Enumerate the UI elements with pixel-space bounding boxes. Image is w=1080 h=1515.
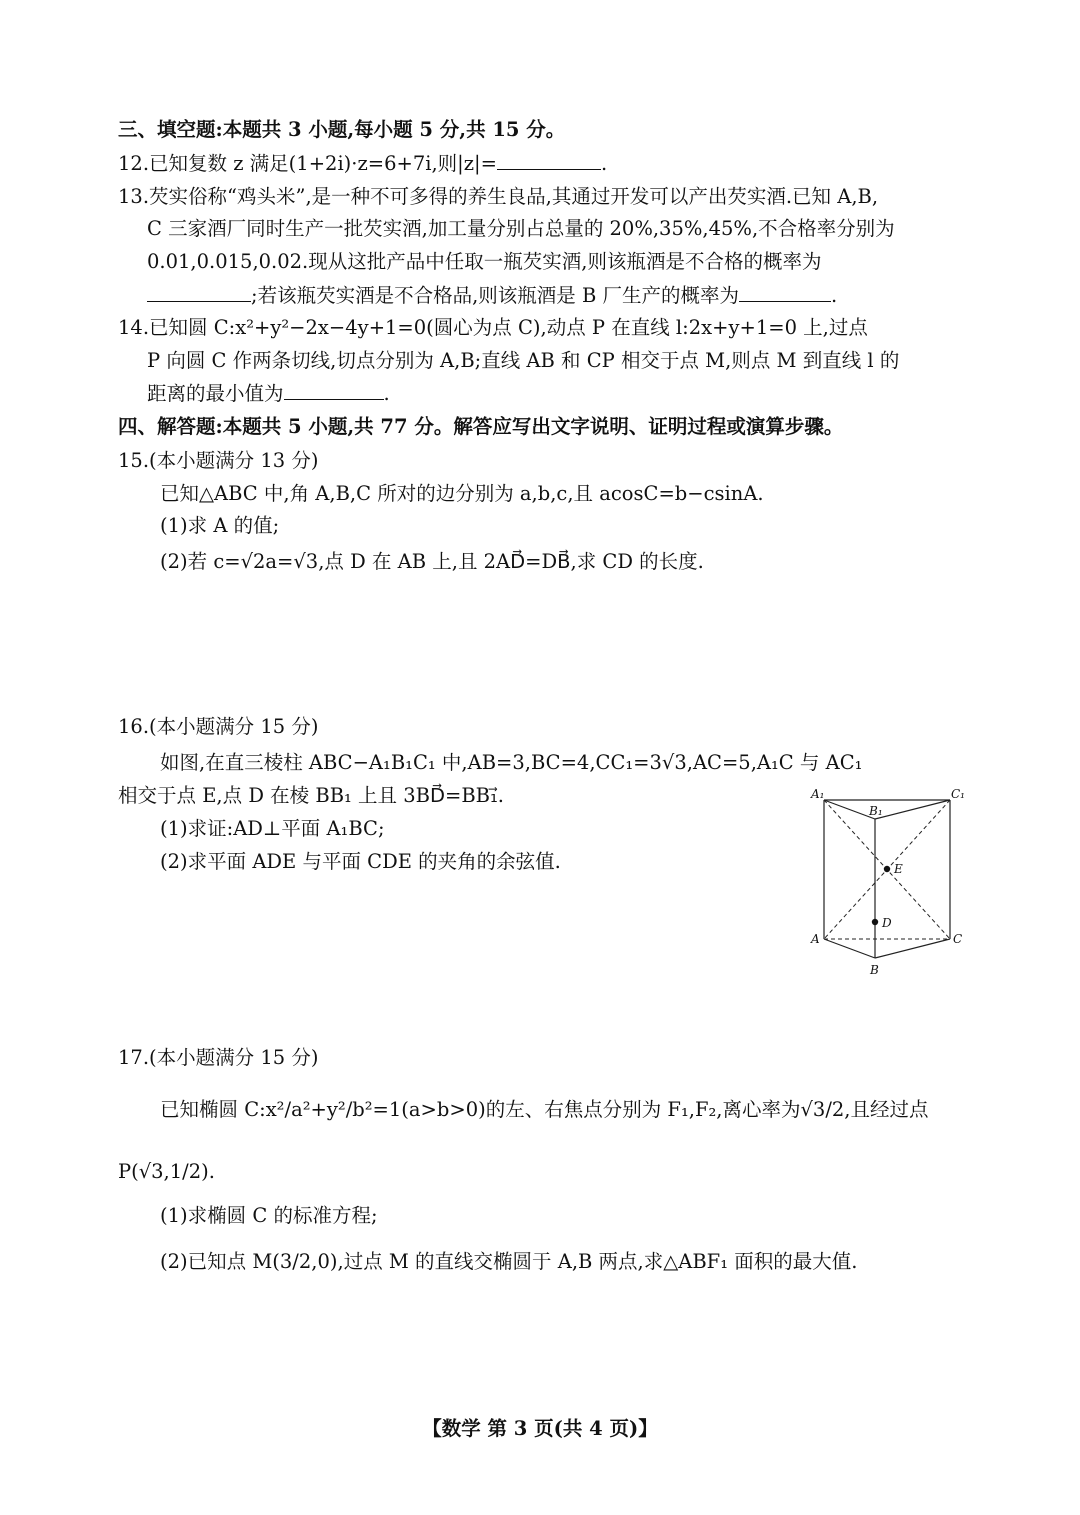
q14-line3-text: 距离的最小值为 [147,382,284,405]
q13-answer-blank-2 [739,283,831,302]
q16-part1: (1)求证:AD⊥平面 A₁BC; [160,817,385,840]
label-a: A [811,932,820,946]
q14-line3-end: . [383,382,390,405]
label-b: B [870,963,879,977]
label-d: D [882,916,892,930]
q12-end: . [600,152,608,175]
q17-part1: (1)求椭圆 C 的标准方程; [160,1204,378,1227]
edge-a1b1 [824,800,875,819]
q16-stem-line1: 如图,在直三棱柱 ABC−A₁B₁C₁ 中,AB=3,BC=4,CC₁=3√3,AC=5,A₁C 与 AC₁ [160,751,863,774]
point-d [872,919,878,925]
section4-heading: 四、解答题:本题共 5 小题,共 77 分。解答应写出文字说明、证明过程或演算步骤。 [118,415,844,438]
q14-line3 [147,381,390,406]
edge-bc [875,939,950,958]
prism-figure [800,782,980,982]
q15-part2: (2)若 c=√2a=√3,点 D 在 AB 上,且 2AD⃗=DB⃗,求 CD 的长度. [160,550,704,573]
q12-answer-blank [497,151,601,170]
q17-part2: (2)已知点 M(3/2,0),过点 M 的直线交椭圆于 A,B 两点,求△ABF₁ 面积的最大值. [160,1250,858,1273]
page-footer: 【数学 第 3 页(共 4 页)】 [422,1417,658,1440]
q15-part1: (1)求 A 的值; [160,514,280,537]
q12-line [118,151,607,176]
q16-part2: (2)求平面 ADE 与平面 CDE 的夹角的余弦值. [160,850,561,873]
q15-stem: 已知△ABC 中,角 A,B,C 所对的边分别为 a,b,c,且 acosC=b−csinA. [160,482,764,505]
edge-ab [824,939,875,958]
q14-line2: P 向圆 C 作两条切线,切点分别为 A,B;直线 AB 和 CP 相交于点 M,则点 M 到直线 l 的 [147,349,900,372]
label-c1: C₁ [951,787,965,801]
q13-line2: C 三家酒厂同时生产一批芡实酒,加工量分别占总量的 20%,35%,45%,不合格率分别为 [147,217,895,240]
q16-stem-line2: 相交于点 E,点 D 在棱 BB₁ 上且 3BD⃗=BB₁⃗. [118,784,505,807]
point-e [884,866,890,872]
q16-title: 16.(本小题满分 15 分) [118,715,319,738]
q13-line1: 13.芡实俗称“鸡头米”,是一种不可多得的养生良品,其通过开发可以产出芡实酒.已知 A,B, [118,185,879,208]
q13-line3: 0.01,0.015,0.02.现从这批产品中任取一瓶芡实酒,则该瓶酒是不合格的概率为 [147,250,822,273]
q17-title: 17.(本小题满分 15 分) [118,1046,319,1069]
label-b1: B₁ [869,804,883,818]
label-a1: A₁ [811,787,825,801]
q17-stem-line2: P(√3,1/2). [118,1160,215,1183]
section3-heading: 三、填空题:本题共 3 小题,每小题 5 分,共 15 分。 [118,118,566,141]
q17-stem-line1: 已知椭圆 C:x²/a²+y²/b²=1(a>b>0)的左、右焦点分别为 F₁,F₂,离心率为√3/2,且经过点 [160,1098,929,1121]
label-e: E [894,862,903,876]
q14-answer-blank [284,381,384,400]
q12-text: 12.已知复数 z 满足(1+2i)·z=6+7i,则|z|= [118,152,497,175]
q13-line4-mid: ;若该瓶芡实酒是不合格品,则该瓶酒是 B 厂生产的概率为 [251,284,739,307]
q13-line4-end: . [831,284,838,307]
label-c: C [953,932,963,946]
q15-title: 15.(本小题满分 13 分) [118,449,319,472]
q13-line4 [147,283,837,308]
edge-b1c1 [875,800,950,819]
q14-line1: 14.已知圆 C:x²+y²−2x−4y+1=0(圆心为点 C),动点 P 在直线 l:2x+y+1=0 上,过点 [118,316,868,339]
q13-answer-blank-1 [147,283,251,302]
